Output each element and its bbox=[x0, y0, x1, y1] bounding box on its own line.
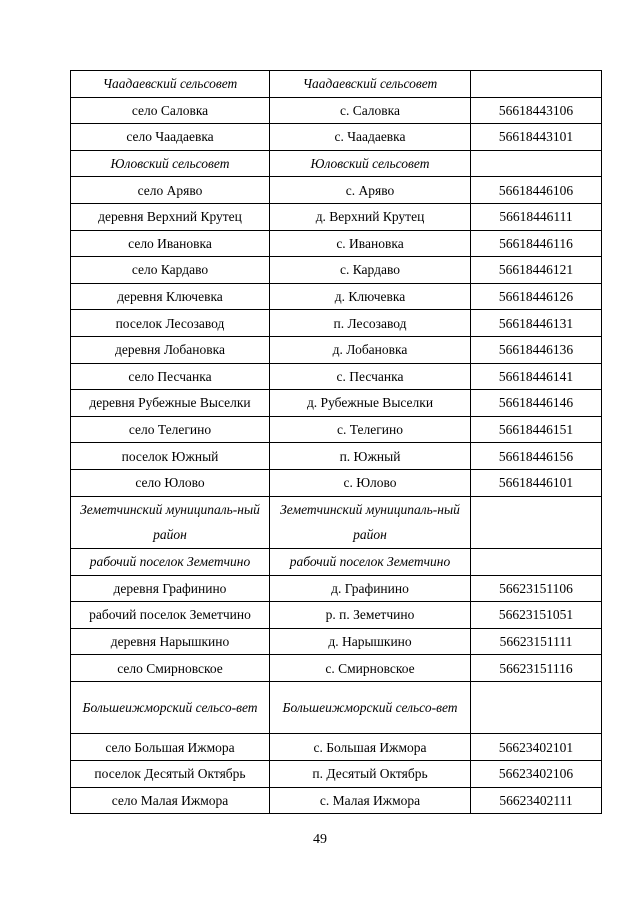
code-cell: 56618446101 bbox=[471, 469, 602, 496]
short-name-cell: с. Ивановка bbox=[270, 230, 471, 257]
short-name-cell: Юловский сельсовет bbox=[270, 150, 471, 177]
code-cell: 56618446116 bbox=[471, 230, 602, 257]
table-row bbox=[71, 602, 602, 629]
code-cell: 56618446146 bbox=[471, 390, 602, 417]
table-row bbox=[71, 655, 602, 682]
full-name-cell: деревня Нарышкино bbox=[71, 628, 270, 655]
code-cell: 56618446121 bbox=[471, 257, 602, 284]
full-name-cell: село Юлово bbox=[71, 469, 270, 496]
table-row bbox=[71, 230, 602, 257]
full-name-cell: деревня Лобановка bbox=[71, 336, 270, 363]
table-row bbox=[71, 124, 602, 151]
code-cell: 56618446106 bbox=[471, 177, 602, 204]
table-row-group-header bbox=[71, 71, 602, 98]
full-name-cell: село Саловка bbox=[71, 97, 270, 124]
full-name-cell: деревня Ключевка bbox=[71, 283, 270, 310]
settlement-code-table bbox=[70, 70, 602, 814]
full-name-cell: Чаадаевский сельсовет bbox=[71, 71, 270, 98]
short-name-cell: с. Смирновское bbox=[270, 655, 471, 682]
short-name-cell: с. Саловка bbox=[270, 97, 471, 124]
short-name-cell: с. Телегино bbox=[270, 416, 471, 443]
full-name-cell: село Телегино bbox=[71, 416, 270, 443]
code-cell: 56618446141 bbox=[471, 363, 602, 390]
full-name-cell: поселок Лесозавод bbox=[71, 310, 270, 337]
short-name-cell: рабочий поселок Земетчино bbox=[270, 549, 471, 576]
short-name-cell: д. Верхний Крутец bbox=[270, 203, 471, 230]
table-row bbox=[71, 787, 602, 814]
short-name-cell: п. Южный bbox=[270, 443, 471, 470]
short-name-cell: с. Малая Ижмора bbox=[270, 787, 471, 814]
code-cell: 56618446136 bbox=[471, 336, 602, 363]
full-name-cell: село Ивановка bbox=[71, 230, 270, 257]
table-row bbox=[71, 628, 602, 655]
table-row bbox=[71, 203, 602, 230]
table-row bbox=[71, 416, 602, 443]
full-name-cell: деревня Верхний Крутец bbox=[71, 203, 270, 230]
table-row bbox=[71, 363, 602, 390]
short-name-cell: д. Лобановка bbox=[270, 336, 471, 363]
table-row bbox=[71, 443, 602, 470]
full-name-cell: поселок Десятый Октябрь bbox=[71, 761, 270, 788]
table-row bbox=[71, 390, 602, 417]
code-cell bbox=[471, 150, 602, 177]
short-name-cell: Земетчинский муниципаль-ный район bbox=[270, 496, 471, 549]
code-cell: 56623151111 bbox=[471, 628, 602, 655]
full-name-cell: Большеижморский сельсо-вет bbox=[71, 681, 270, 734]
table-row bbox=[71, 97, 602, 124]
code-cell: 56618446156 bbox=[471, 443, 602, 470]
table-row-group-header bbox=[71, 496, 602, 549]
table-row bbox=[71, 257, 602, 284]
table-row bbox=[71, 575, 602, 602]
code-cell: 56618443101 bbox=[471, 124, 602, 151]
short-name-cell: с. Большая Ижмора bbox=[270, 734, 471, 761]
short-name-cell: п. Лесозавод bbox=[270, 310, 471, 337]
full-name-cell: село Чаадаевка bbox=[71, 124, 270, 151]
table-row bbox=[71, 283, 602, 310]
table-row-group-header bbox=[71, 150, 602, 177]
table-row bbox=[71, 761, 602, 788]
code-cell: 56623402106 bbox=[471, 761, 602, 788]
short-name-cell: с. Кардаво bbox=[270, 257, 471, 284]
short-name-cell: д. Рубежные Выселки bbox=[270, 390, 471, 417]
full-name-cell: деревня Рубежные Выселки bbox=[71, 390, 270, 417]
short-name-cell: д. Графинино bbox=[270, 575, 471, 602]
full-name-cell: село Аряво bbox=[71, 177, 270, 204]
code-cell: 56623151051 bbox=[471, 602, 602, 629]
table-row bbox=[71, 469, 602, 496]
short-name-cell: с. Чаадаевка bbox=[270, 124, 471, 151]
short-name-cell: д. Нарышкино bbox=[270, 628, 471, 655]
full-name-cell: Юловский сельсовет bbox=[71, 150, 270, 177]
code-cell: 56623151106 bbox=[471, 575, 602, 602]
table-row bbox=[71, 177, 602, 204]
full-name-cell: село Большая Ижмора bbox=[71, 734, 270, 761]
full-name-cell: рабочий поселок Земетчино bbox=[71, 549, 270, 576]
full-name-cell: поселок Южный bbox=[71, 443, 270, 470]
full-name-cell: село Малая Ижмора bbox=[71, 787, 270, 814]
code-cell: 56623402111 bbox=[471, 787, 602, 814]
short-name-cell: д. Ключевка bbox=[270, 283, 471, 310]
code-cell: 56618446111 bbox=[471, 203, 602, 230]
short-name-cell: р. п. Земетчино bbox=[270, 602, 471, 629]
full-name-cell: рабочий поселок Земетчино bbox=[71, 602, 270, 629]
code-cell bbox=[471, 681, 602, 734]
code-cell bbox=[471, 549, 602, 576]
page-number: 49 bbox=[313, 832, 327, 847]
code-cell bbox=[471, 496, 602, 549]
code-cell: 56623402101 bbox=[471, 734, 602, 761]
full-name-cell: село Смирновское bbox=[71, 655, 270, 682]
full-name-cell: Земетчинский муниципаль-ный район bbox=[71, 496, 270, 549]
code-cell: 56618446151 bbox=[471, 416, 602, 443]
code-cell: 56618443106 bbox=[471, 97, 602, 124]
short-name-cell: Большеижморский сельсо-вет bbox=[270, 681, 471, 734]
full-name-cell: село Песчанка bbox=[71, 363, 270, 390]
table-row-group-header bbox=[71, 549, 602, 576]
table-body bbox=[71, 71, 602, 814]
code-cell: 56618446126 bbox=[471, 283, 602, 310]
code-cell: 56623151116 bbox=[471, 655, 602, 682]
short-name-cell: с. Песчанка bbox=[270, 363, 471, 390]
code-cell: 56618446131 bbox=[471, 310, 602, 337]
full-name-cell: село Кардаво bbox=[71, 257, 270, 284]
full-name-cell: деревня Графинино bbox=[71, 575, 270, 602]
short-name-cell: с. Юлово bbox=[270, 469, 471, 496]
table-row bbox=[71, 734, 602, 761]
short-name-cell: с. Аряво bbox=[270, 177, 471, 204]
table-row-group-header bbox=[71, 681, 602, 734]
code-cell bbox=[471, 71, 602, 98]
table-row bbox=[71, 310, 602, 337]
short-name-cell: п. Десятый Октябрь bbox=[270, 761, 471, 788]
table-row bbox=[71, 336, 602, 363]
short-name-cell: Чаадаевский сельсовет bbox=[270, 71, 471, 98]
